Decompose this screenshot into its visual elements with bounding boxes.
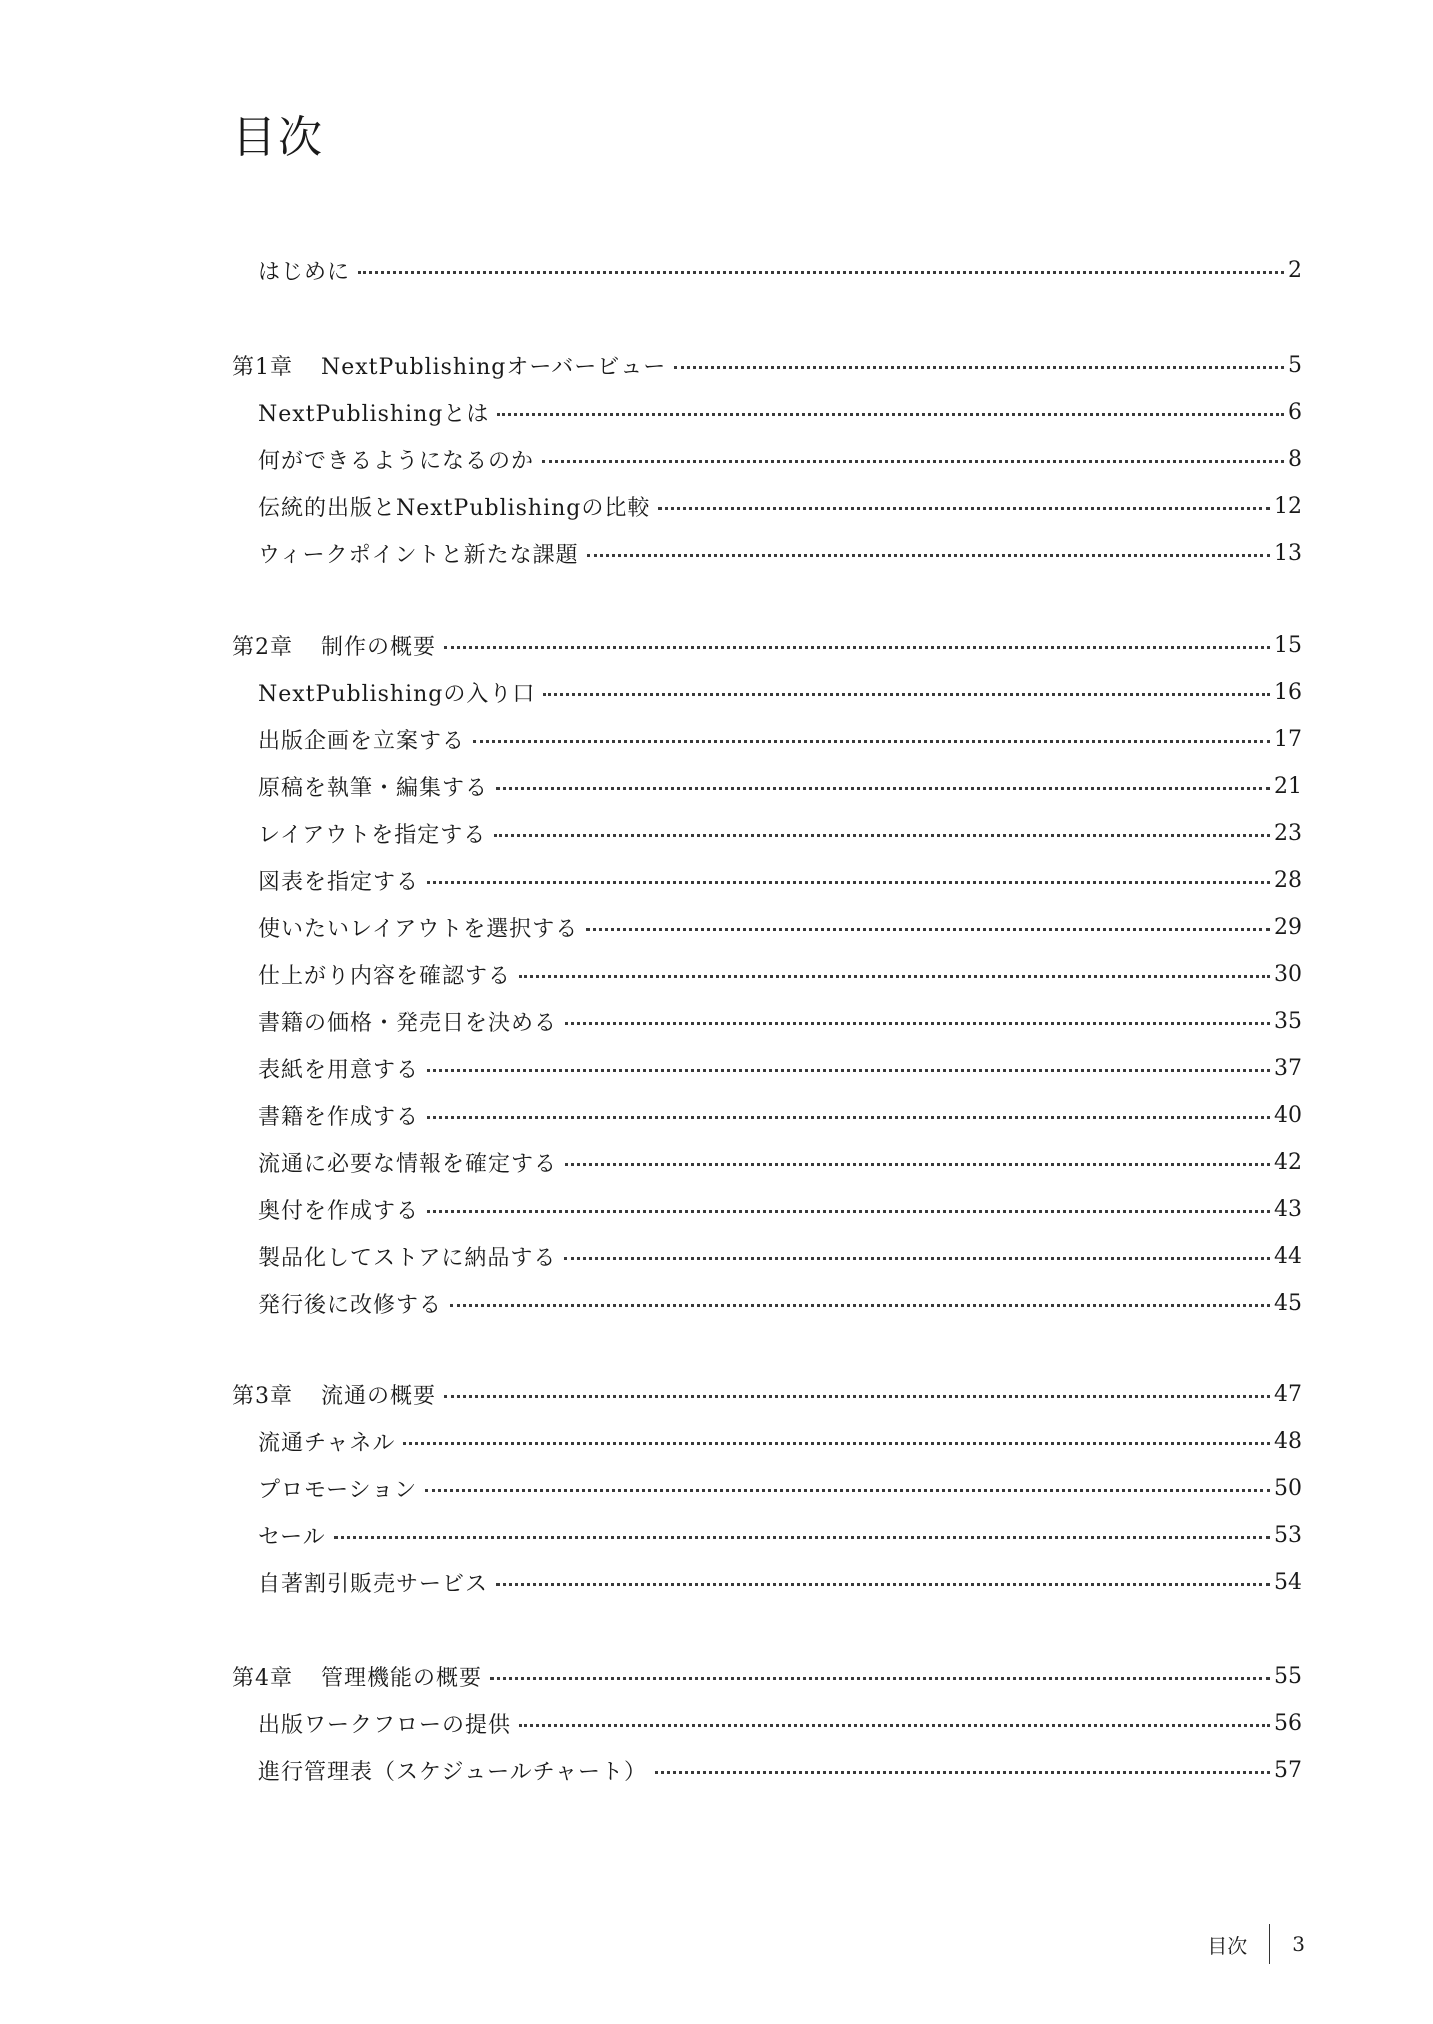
toc-leader-dots	[519, 975, 1270, 978]
toc-section-entry[interactable]	[258, 441, 1302, 477]
toc-section-entry[interactable]	[258, 488, 1302, 524]
toc-leader-dots	[427, 1069, 1270, 1072]
toc-leader-dots	[519, 1724, 1270, 1727]
toc-chapter-number: 第1章	[232, 354, 293, 380]
toc-entry-title: 進行管理表（スケジュールチャート）	[258, 1759, 648, 1785]
toc-page-number: 12	[1274, 493, 1302, 519]
footer-label: 目次	[1207, 1933, 1248, 1958]
toc-page-number: 54	[1274, 1569, 1302, 1595]
toc-section-entry[interactable]	[258, 1191, 1302, 1227]
toc-entry-label	[258, 538, 579, 569]
toc-chapter-entry[interactable]	[232, 347, 1302, 383]
toc-entry-title: プロモーション	[258, 1477, 418, 1503]
toc-page-number: 15	[1274, 632, 1302, 658]
toc-page-number: 56	[1274, 1710, 1302, 1736]
toc-section-entry[interactable]	[258, 815, 1302, 851]
toc-entry-title: 出版ワークフローの提供	[258, 1712, 512, 1738]
toc-entry-label	[232, 1661, 482, 1692]
toc-chapter-number: 第2章	[232, 634, 293, 660]
toc-entry-label	[258, 255, 350, 286]
toc-leader-dots	[403, 1442, 1270, 1445]
toc-section-entry[interactable]	[258, 909, 1302, 945]
toc-leader-dots	[587, 554, 1270, 557]
toc-page-number: 23	[1274, 820, 1302, 846]
toc-entry-label	[258, 1520, 326, 1551]
toc-entry-title: セール	[258, 1524, 326, 1550]
toc-leader-dots	[564, 1257, 1270, 1260]
toc-entry-title: 自著割引販売サービス	[258, 1571, 489, 1597]
toc-leader-dots	[565, 1163, 1270, 1166]
toc-entry-label	[232, 1379, 436, 1410]
toc-entry-title: 伝統的出版とNextPublishingの比較	[258, 495, 651, 521]
toc-section-entry[interactable]	[258, 956, 1302, 992]
toc-chapter-entry[interactable]	[232, 1376, 1302, 1412]
footer-divider	[1269, 1924, 1270, 1964]
toc-leader-dots	[655, 1771, 1270, 1774]
toc-leader-dots	[425, 1489, 1270, 1492]
toc-entry-title: 管理機能の概要	[321, 1665, 483, 1691]
toc-section-entry[interactable]	[258, 1564, 1302, 1600]
toc-entry-label	[232, 350, 666, 381]
toc-entry-title: 発行後に改修する	[258, 1292, 443, 1318]
toc-page-number: 16	[1274, 679, 1302, 705]
toc-page-number: 29	[1274, 914, 1302, 940]
toc-chapter-entry[interactable]	[232, 627, 1302, 663]
toc-entry-title: 奥付を作成する	[258, 1198, 420, 1224]
toc-page-number: 28	[1274, 867, 1302, 893]
page-footer	[1207, 1924, 1305, 1964]
toc-section-entry[interactable]	[258, 674, 1302, 710]
toc-entry-title: 何ができるようになるのか	[258, 448, 535, 474]
toc-entry-label	[258, 1241, 556, 1272]
toc-page-number: 30	[1274, 961, 1302, 987]
toc-page-number: 45	[1274, 1290, 1302, 1316]
toc-entry-title: 書籍を作成する	[258, 1104, 420, 1130]
toc-leader-dots	[450, 1304, 1270, 1307]
toc-entry-title: 原稿を執筆・編集する	[258, 775, 489, 801]
toc-entry-label	[258, 397, 489, 428]
toc-chapter-entry[interactable]	[232, 1658, 1302, 1694]
toc-page-number: 48	[1274, 1428, 1302, 1454]
toc-leader-dots	[444, 646, 1270, 649]
toc-entry-label	[258, 1708, 511, 1739]
toc-section-entry[interactable]	[258, 1144, 1302, 1180]
toc-section-entry[interactable]	[258, 1050, 1302, 1086]
toc-entry-title: ウィークポイントと新たな課題	[258, 542, 579, 568]
toc-page-number: 37	[1274, 1055, 1302, 1081]
toc-entry-label	[258, 491, 650, 522]
toc-entry-title: 書籍の価格・発売日を決める	[258, 1010, 558, 1036]
toc-entry-label	[258, 1053, 419, 1084]
toc-page-number: 5	[1288, 352, 1302, 378]
toc-leader-dots	[586, 928, 1270, 931]
toc-page-number: 13	[1274, 540, 1302, 566]
toc-leader-dots	[497, 413, 1284, 416]
toc-entry-title: 使いたいレイアウトを選択する	[258, 916, 579, 942]
toc-entry-label	[258, 677, 535, 708]
toc-page-number: 6	[1288, 399, 1302, 425]
toc-section-entry[interactable]	[258, 535, 1302, 571]
toc-page-number: 50	[1274, 1475, 1302, 1501]
toc-page-number: 44	[1274, 1243, 1302, 1269]
toc-entry-title: 流通の概要	[321, 1383, 437, 1409]
toc-leader-dots	[496, 787, 1270, 790]
toc-page-number: 47	[1274, 1381, 1302, 1407]
toc-entry-title: 流通に必要な情報を確定する	[258, 1151, 558, 1177]
toc-page-number: 21	[1274, 773, 1302, 799]
toc-section-entry[interactable]	[258, 1097, 1302, 1133]
toc-entry-label	[258, 1147, 557, 1178]
toc-page-number: 35	[1274, 1008, 1302, 1034]
toc-entry-label	[258, 444, 534, 475]
toc-leader-dots	[427, 1116, 1270, 1119]
toc-entry-title: 図表を指定する	[258, 869, 420, 895]
toc-page-number: 55	[1274, 1663, 1302, 1689]
toc-page-number: 8	[1288, 446, 1302, 472]
toc-leader-dots	[543, 693, 1270, 696]
toc-leader-dots	[674, 366, 1284, 369]
toc-section-entry[interactable]	[258, 1285, 1302, 1321]
toc-entry-label	[258, 1426, 395, 1457]
toc-entry-title: レイアウトを指定する	[258, 822, 487, 848]
toc-page-number: 57	[1274, 1757, 1302, 1783]
toc-entry-title: NextPublishingとは	[258, 401, 490, 427]
toc-chapter-number: 第3章	[232, 1383, 293, 1409]
toc-leader-dots	[565, 1022, 1270, 1025]
toc-section-entry[interactable]	[258, 1705, 1302, 1741]
toc-entry-label	[232, 630, 436, 661]
toc-entry-label	[258, 865, 419, 896]
page-title: 目次	[232, 112, 324, 163]
toc-entry-label	[258, 1755, 647, 1786]
toc-entry-label	[258, 1006, 557, 1037]
toc-leader-dots	[473, 740, 1270, 743]
toc-leader-dots	[542, 460, 1284, 463]
toc-section-entry[interactable]	[258, 862, 1302, 898]
toc-entry-label	[258, 724, 465, 755]
toc-entry-label	[258, 1194, 419, 1225]
toc-section-entry[interactable]	[258, 768, 1302, 804]
toc-leader-dots	[358, 271, 1284, 274]
toc-page-number: 2	[1288, 257, 1302, 283]
toc-page-number: 17	[1274, 726, 1302, 752]
toc-entry-title: 出版企画を立案する	[258, 728, 466, 754]
toc-leader-dots	[490, 1677, 1270, 1680]
toc-chapter-number: 第4章	[232, 1665, 293, 1691]
toc-section-entry[interactable]	[258, 394, 1302, 430]
toc-leader-dots	[427, 1210, 1270, 1213]
toc-leader-dots	[334, 1536, 1270, 1539]
toc-section-entry[interactable]	[258, 1003, 1302, 1039]
toc-page-number: 53	[1274, 1522, 1302, 1548]
toc-leader-dots	[658, 507, 1270, 510]
toc-entry-label	[258, 771, 488, 802]
toc-section-entry[interactable]	[258, 721, 1302, 757]
toc-entry-label	[258, 1473, 417, 1504]
toc-entry-title: 制作の概要	[321, 634, 437, 660]
toc-entry-label	[258, 1288, 442, 1319]
toc-section-entry[interactable]	[258, 1517, 1302, 1553]
toc-leader-dots	[444, 1395, 1270, 1398]
toc-page-number: 42	[1274, 1149, 1302, 1175]
footer-page-number: 3	[1292, 1932, 1305, 1956]
toc-page-number: 40	[1274, 1102, 1302, 1128]
toc-entry-title: NextPublishingの入り口	[258, 681, 536, 707]
toc-entry-title: NextPublishingオーバービュー	[321, 354, 667, 380]
toc-section-entry[interactable]	[258, 1423, 1302, 1459]
toc-entry-label	[258, 818, 486, 849]
toc-entry-label	[258, 959, 511, 990]
toc-page-number: 43	[1274, 1196, 1302, 1222]
toc-section-entry[interactable]	[258, 1238, 1302, 1274]
toc-entry-title: 製品化してストアに納品する	[258, 1245, 557, 1271]
toc-leader-dots	[427, 881, 1270, 884]
toc-entry-label	[258, 912, 578, 943]
toc-leader-dots	[494, 834, 1270, 837]
toc-section-entry[interactable]	[258, 252, 1302, 288]
toc-section-entry[interactable]	[258, 1470, 1302, 1506]
toc-entry-label	[258, 1100, 419, 1131]
toc-entry-label	[258, 1567, 488, 1598]
toc-section-entry[interactable]	[258, 1752, 1302, 1788]
toc-entry-title: 表紙を用意する	[258, 1057, 420, 1083]
toc-leader-dots	[496, 1583, 1270, 1586]
toc-entry-title: はじめに	[258, 259, 351, 285]
toc-entry-title: 仕上がり内容を確認する	[258, 963, 512, 989]
toc-entry-title: 流通チャネル	[258, 1430, 396, 1456]
